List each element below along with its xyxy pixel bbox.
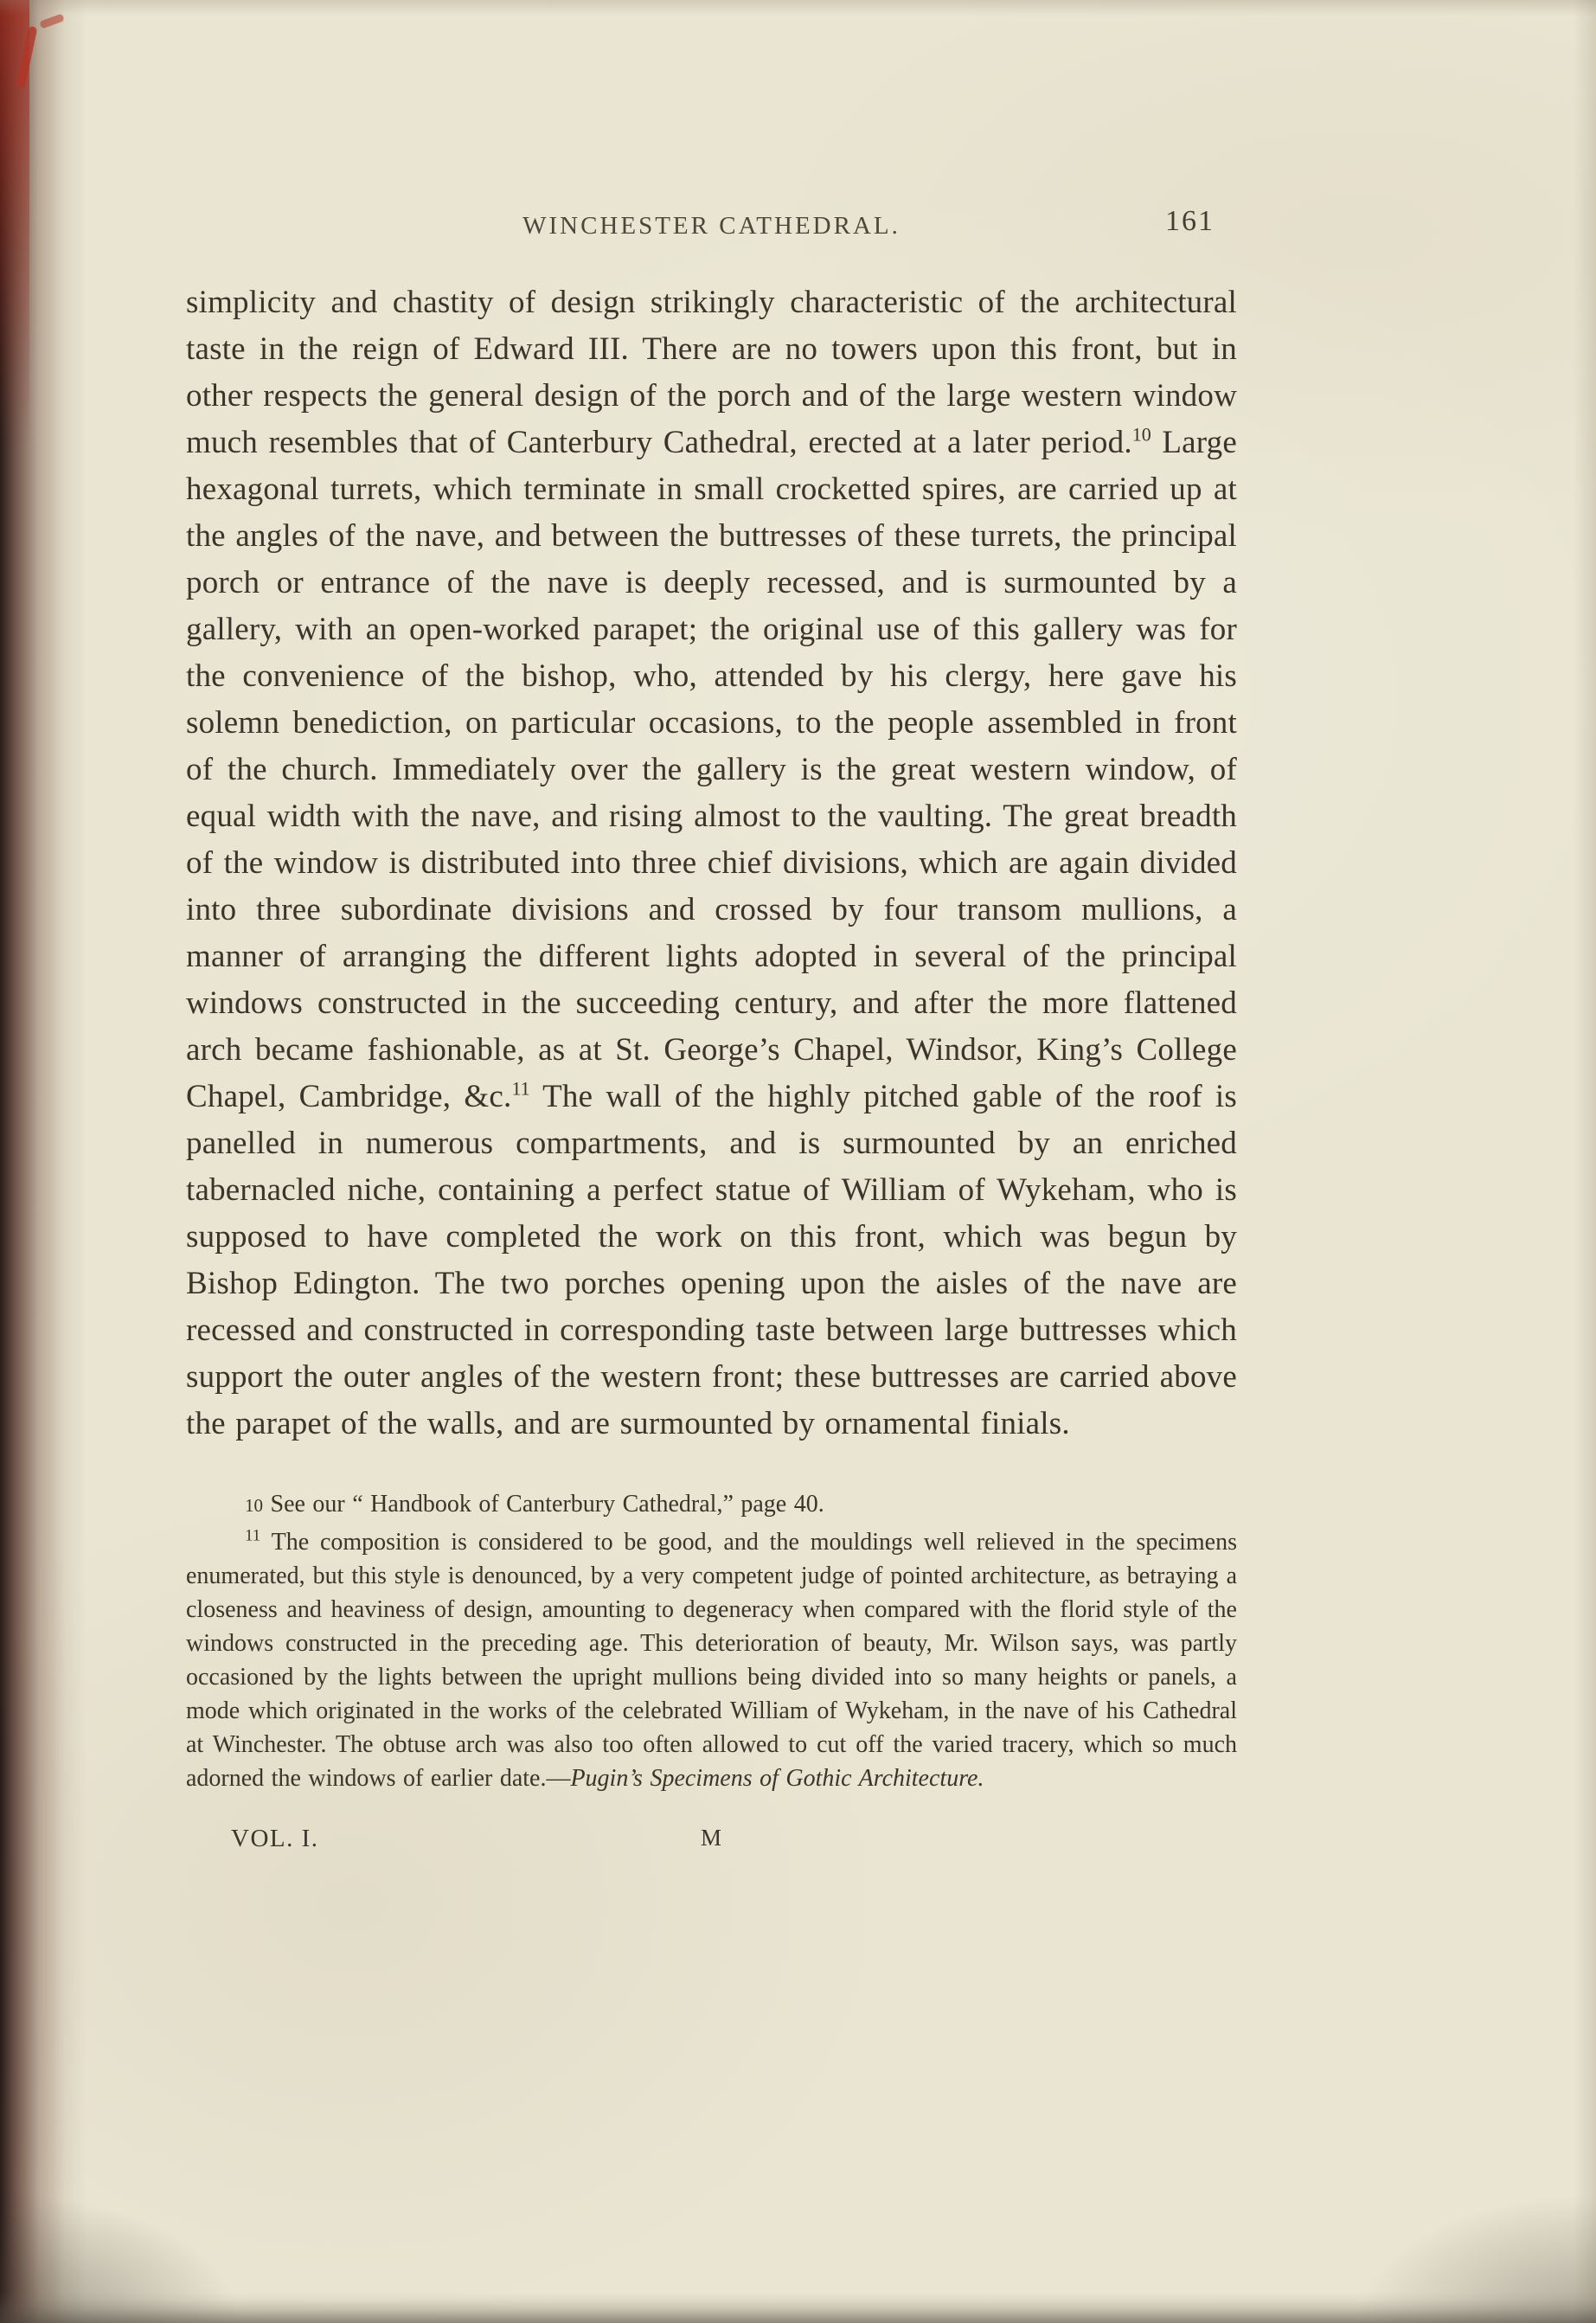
running-header — [186, 195, 1237, 255]
page-top-shadow — [0, 0, 1596, 16]
footnote-marker: 11 — [245, 1526, 261, 1545]
footnote-11 — [186, 1525, 1237, 1795]
main-paragraph — [186, 279, 1237, 1447]
footnote-citation: Pugin’s Specimens of Gothic Architecture. — [570, 1765, 984, 1792]
paragraph-segment: simplicity and chastity of design strikingly characteristic of the architectural taste in the reign of Edward III. There are no towers upon this front, but in other respects the general design of the porch and of the large western window much resembles that of Canterbury Cathedral, erected at a later period. — [186, 285, 1237, 460]
footnote-text: The composition is considered to be good, and the mouldings well relieved in the specimens enumerated, but this style is denounced, by a very competent judge of pointed architecture, as betraying a closeness and heaviness of design, amounting to degeneracy when compared with the florid style of the windows constructed in the preceding age. This deterioration of beauty, Mr. Wilson says, was partly occasioned by the lights between the upright mullions being divided into so many heights or panels, a mode which originated in the works of the celebrated William of Wykeham, in the nave of his Cathedral at Winchester. The obtuse arch was also too often allowed to cut off the varied tracery, which so much adorned the windows of earlier date.— — [186, 1529, 1237, 1792]
binding-edge-shadow — [0, 0, 87, 2323]
page-bottom-shadow — [0, 2292, 1596, 2323]
page-footer — [186, 1825, 1237, 1863]
signature-mark: M — [700, 1825, 723, 1851]
page-right-shadow — [1574, 0, 1596, 2323]
page-content — [186, 195, 1237, 1863]
bottom-right-corner-shadow — [1354, 2193, 1596, 2323]
footnote-text: See our “ Handbook of Canterbury Cathedral,” page 40. — [270, 1491, 824, 1518]
footnote-ref-10: 10 — [1131, 423, 1151, 446]
bottom-left-corner-shadow — [0, 2193, 242, 2323]
volume-label: VOL. I. — [231, 1825, 319, 1852]
footnote-ref-11: 11 — [511, 1077, 530, 1100]
page-number: 161 — [1165, 205, 1215, 237]
footnotes-section — [186, 1487, 1237, 1795]
binding-edge-red-tint — [0, 0, 29, 450]
red-ink-mark — [16, 26, 38, 89]
footnote-10 — [186, 1487, 1237, 1523]
paragraph-segment: Large hexagonal turrets, which terminate in small crocketted spires, are carried up at the angles of the nave, and between the buttresses of these turrets, the principal porch or entrance of the nave is deeply recessed, and is surmounted by a gallery, with an open-worked parapet; the original use of this gallery was for the convenience of the bishop, who, attended by his clergy, here gave his solemn benediction, on particular occasions, to the people assembled in front of the church. Immediately over the gallery is the great western window, of equal width with the nave, and rising almost to the vaulting. The great breadth of the window is distributed into three chief divisions, which are again divided into three subordinate divisions and crossed by four transom mullions, a manner of arranging the different lights adopted in several of the principal windows constructed in the succeeding century, and after the more flattened arch became fashionable, as at St. George’s Chapel, Windsor, King’s College Chapel, Cambridge, &c. — [186, 425, 1237, 1114]
running-header-title: WINCHESTER CATHEDRAL. — [522, 212, 901, 240]
footnote-marker: 10 — [245, 1495, 263, 1516]
red-ink-mark — [39, 13, 64, 29]
paragraph-segment: The wall of the highly pitched gable of the roof is panelled in numerous compartments, and is surmounted by an enriched tabernacled niche, containing a perfect statue of William of Wykeham, who is supposed to have completed the work on this front, which was begun by Bishop Edington. The two porches opening upon the aisles of the nave are recessed and constructed in corresponding taste between large buttresses which support the outer angles of the western front; these buttresses are carried above the parapet of the walls, and are surmounted by ornamental finials. — [186, 1079, 1238, 1441]
